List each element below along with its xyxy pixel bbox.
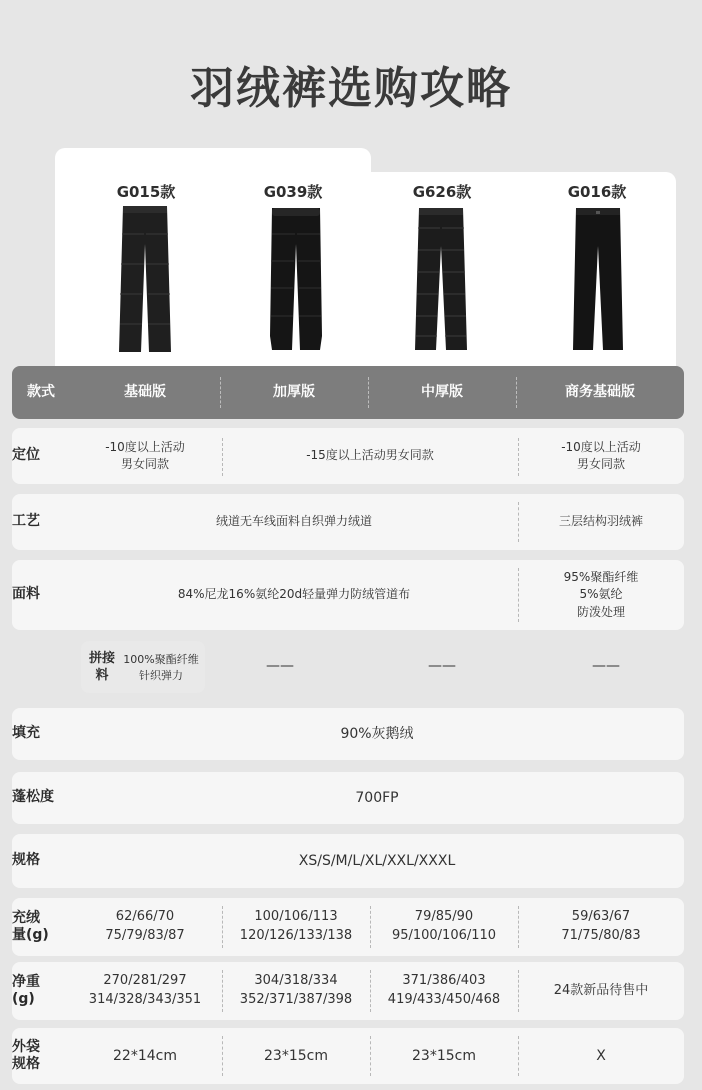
row-label-down-weight: 充绒 量(g) <box>12 909 49 943</box>
patch-label: 拼接料 <box>88 651 115 683</box>
cell-net-weight-g626: 371/386/403 419/433/450/468 <box>387 973 501 1007</box>
edition-g626: 中厚版 <box>421 384 463 400</box>
edition-g039: 加厚版 <box>273 384 315 400</box>
patch-value-g016: —— <box>592 657 620 674</box>
cell-fabric-shared: 84%尼龙16%氨纶20d轻量弹力防绒管道布 <box>177 587 411 602</box>
cell-down-weight-g626: 79/85/90 95/100/106/110 <box>391 909 497 943</box>
cell-positioning-g016: -10度以上活动 男女同款 <box>561 439 641 471</box>
row-label-positioning: 定位 <box>12 447 40 464</box>
page-title: 羽绒裤选购攻略 <box>190 63 512 114</box>
cell-down-weight-g016: 59/63/67 71/75/80/83 <box>561 909 641 943</box>
edition-g015: 基础版 <box>124 384 166 400</box>
cell-loft: 700FP <box>355 789 399 806</box>
row-label-fabric: 面料 <box>12 586 40 603</box>
pants-image-g015-icon <box>115 204 175 354</box>
cell-net-weight-g015: 270/281/297 314/328/343/351 <box>88 973 202 1007</box>
cell-down-weight-g039: 100/106/113 120/126/133/138 <box>239 909 353 943</box>
cell-craft-shared: 绒道无车线面料自织弹力绒道 <box>215 514 372 529</box>
header-label: 款式 <box>27 384 55 400</box>
cell-positioning-g015: -10度以上活动 男女同款 <box>105 439 185 471</box>
cell-net-weight-g039: 304/318/334 352/371/387/398 <box>239 973 353 1007</box>
cell-pocket-g016: X <box>596 1047 606 1064</box>
pants-image-g039-icon <box>266 206 326 352</box>
cell-sizes: XS/S/M/L/XL/XXL/XXXL <box>298 852 456 869</box>
row-label-loft: 蓬松度 <box>12 789 54 806</box>
cell-pocket-g626: 23*15cm <box>412 1047 476 1064</box>
model-code-g039: G039款 <box>263 183 323 201</box>
cell-down-weight-g015: 62/66/70 75/79/83/87 <box>105 909 185 943</box>
cell-fill: 90%灰鹅绒 <box>340 725 414 742</box>
cell-pocket-g015: 22*14cm <box>113 1047 177 1064</box>
patch-box-g015 <box>81 641 205 693</box>
row-label-craft: 工艺 <box>12 513 40 530</box>
row-label-sizes: 规格 <box>12 852 40 869</box>
model-code-g626: G626款 <box>412 183 472 201</box>
edition-g016: 商务基础版 <box>565 384 635 400</box>
cell-net-weight-g016: 24款新品待售中 <box>553 982 649 998</box>
row-label-net-weight: 净重 (g) <box>12 973 40 1007</box>
header-bar <box>12 366 684 419</box>
patch-value-g626: —— <box>428 657 456 674</box>
cell-fabric-g016: 95%聚酯纤维 5%氨纶 防泼处理 <box>563 569 639 619</box>
patch-value-g039: —— <box>266 657 294 674</box>
row-label-pocket: 外袋 规格 <box>12 1038 40 1072</box>
row-label-fill: 填充 <box>12 725 40 742</box>
cell-pocket-g039: 23*15cm <box>264 1047 328 1064</box>
patch-value-g015: 100%聚酯纤维 针织弹力 <box>123 653 199 682</box>
cell-positioning-middle: -15度以上活动男女同款 <box>306 448 434 463</box>
pants-image-g016-icon <box>570 206 626 352</box>
pants-image-g626-icon <box>412 206 470 352</box>
cell-craft-g016: 三层结构羽绒裤 <box>558 514 643 529</box>
model-code-g015: G015款 <box>116 183 176 201</box>
model-code-g016: G016款 <box>567 183 627 201</box>
